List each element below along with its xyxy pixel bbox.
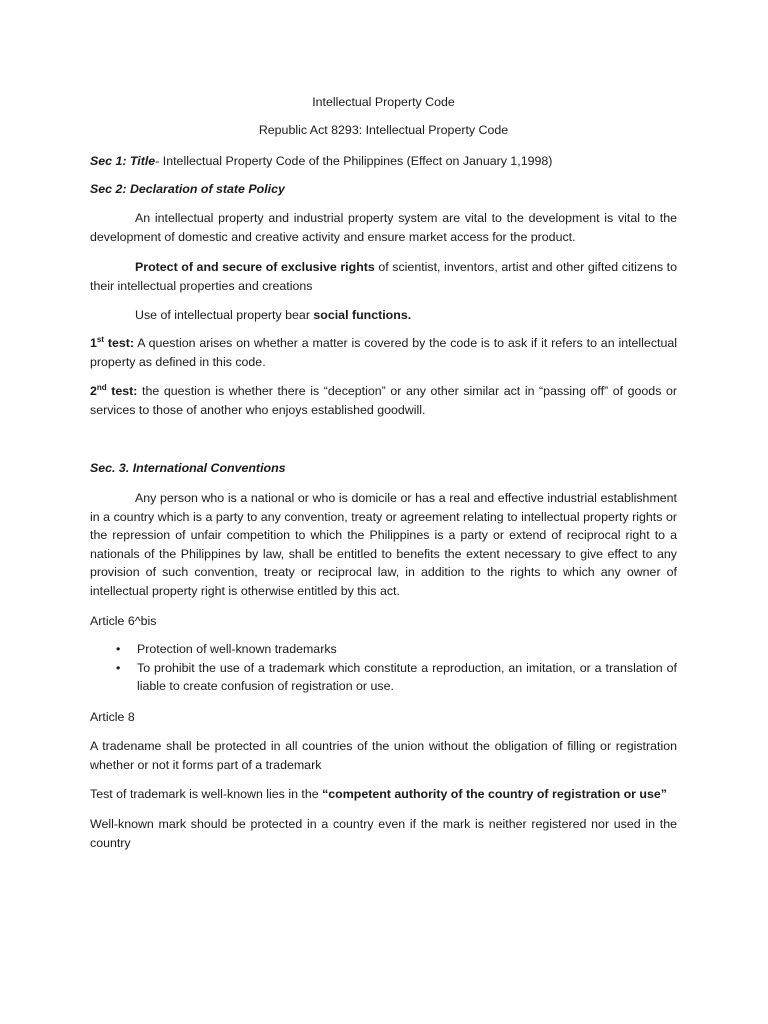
second-test-label: test: [106,384,138,398]
trademark-test-paragraph [90,785,677,804]
bullet-text: Protection of well-known trademarks [137,642,337,656]
second-test-text: the question is whether there is “deception” or any other similar act in “passing off” of goods or services to those of another who enjoys established goodwill. [90,384,677,417]
second-test-sup: nd [96,382,107,392]
sec3-paragraph: Any person who is a national or who is domicile or has a real and effective industrial establishment in a country which is a party to any convention, treaty or agreement relating to intellectual property rights or the repression of unfair competition to which the Philippines is a party or extend of reciprocal right to a nationals of the Philippines by law, shall be entitled to benefits the extent necessary to give effect to any provision of such convention, treaty or reciprocal law, in addition to the rights to which any owner of intellectual property right is otherwise entitled by this act. [90,491,677,598]
document-subtitle: Republic Act 8293: Intellectual Property Code [258,123,509,137]
rights-rest: of scientist, inventors, artist and other gifted citizens to their intellectual properties and creations [90,260,678,293]
rights-bold: Protect of and secure of exclusive rights [135,260,375,274]
article8-paragraph: A tradename shall be protected in all countries of the union without the obligation of filling or registration whether or not it forms part of a trademark [90,739,677,772]
trademark-test-bold: “competent authority of the country of registration or use” [322,787,667,801]
bullet-icon: • [116,642,121,656]
first-test-label: test: [104,336,135,350]
well-known-mark-paragraph: Well-known mark should be protected in a country even if the mark is neither registered nor used in the country [90,817,677,850]
sec3-heading: Sec. 3. International Conventions [90,461,286,475]
list-item [90,640,677,659]
sec1-line [90,152,677,171]
sec1-text: - Intellectual Property Code of the Philippines (Effect on January 1,1998) [155,154,553,168]
second-test-paragraph [90,382,677,419]
article6-heading: Article 6^bis [90,614,157,628]
social-function-plain: Use of intellectual property bear [135,308,314,322]
bullet-text: To prohibit the use of a trademark which constitute a reproduction, an imitation, or a translation of liable to create confusion of registration or use. [137,660,677,693]
social-function-bold: social functions. [313,308,412,322]
first-test-paragraph [90,334,677,371]
first-test-num: 1 [90,336,97,350]
first-test-text: A question arises on whether a matter is covered by the code is to ask if it refers to an intellectual property as defined in this code. [90,336,677,369]
second-test-num: 2 [90,384,97,398]
sec2-heading: Sec 2: Declaration of state Policy [90,182,285,196]
article6-bullet-list [90,640,677,696]
rights-paragraph [90,258,677,295]
social-function-paragraph [90,306,677,325]
policy-paragraph: An intellectual property and industrial property system are vital to the development is vital to the development of domestic and creative activity and ensure market access for the product. [90,211,677,244]
list-item [90,659,677,696]
bullet-icon: • [116,660,121,675]
sec1-heading: Sec 1: Title [90,154,156,168]
trademark-test-plain: Test of trademark is well-known lies in the [90,787,323,801]
first-test-sup: st [96,334,105,344]
document-title: Intellectual Property Code [312,95,455,109]
article8-heading: Article 8 [90,710,135,724]
